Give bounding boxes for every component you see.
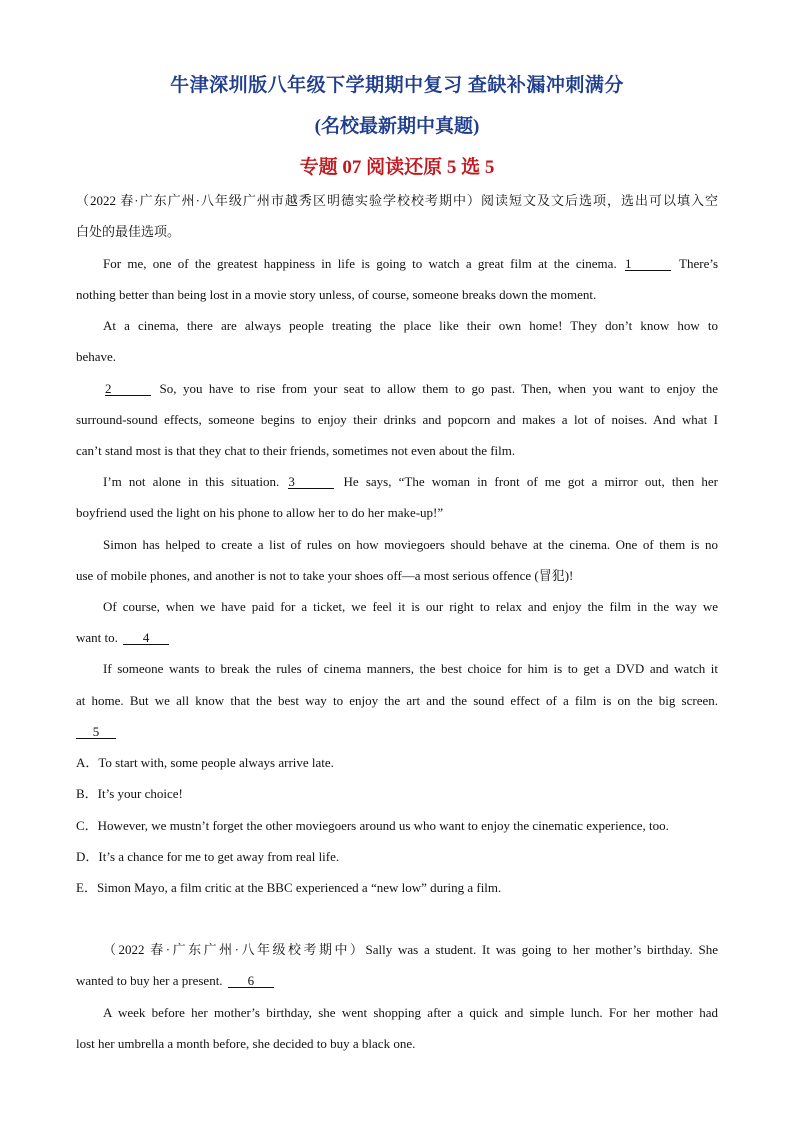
paragraph-line: （2022 春·广东广州·八年级校考期中）Sally was a student. It was going to her mother’s birthday. She bbox=[103, 942, 718, 957]
paragraph-line: surround-sound effects, someone begins to enjoy their drinks and popcorn and makes a lot of noises. And what I bbox=[76, 412, 718, 427]
paragraph-line: If someone wants to break the rules of cinema manners, the best choice for him is to get a DVD and watch it bbox=[103, 661, 718, 676]
doc-title: 牛津深圳版八年级下学期期中复习 查缺补漏冲刺满分 bbox=[170, 75, 624, 96]
doc-subtitle: (名校最新期中真题) bbox=[314, 116, 480, 137]
paragraph-line: Of course, when we have paid for a ticket, we feel it is our right to relax and enjoy the film in the way we bbox=[103, 599, 718, 614]
paragraph-text: So, you have to rise from your seat to allow them to go past. Then, when you want to enjoy the bbox=[159, 381, 718, 396]
option-c: C．However, we mustn’t forget the other moviegoers around us who want to enjoy the cinematic experience, too. bbox=[76, 818, 669, 833]
paragraph-line: At a cinema, there are always people treating the place like their own home! They don’t know how to bbox=[103, 318, 718, 333]
answer-blank-1: 1 bbox=[625, 257, 671, 271]
paragraph-text: For me, one of the greatest happiness in life is going to watch a great film at the cinema. bbox=[103, 256, 617, 271]
paragraph-line: nothing better than being lost in a movie story unless, of course, someone breaks down the moment. bbox=[76, 287, 597, 302]
paragraph-line: can’t stand most is that they chat to their friends, sometimes not even about the film. bbox=[76, 443, 516, 458]
answer-blank-6: 6 bbox=[228, 974, 274, 988]
option-b: B．It’s your choice! bbox=[76, 786, 183, 801]
paragraph-line bbox=[76, 973, 718, 989]
paragraph-text: I’m not alone in this situation. bbox=[103, 474, 280, 489]
option-d: D．It’s a chance for me to get away from real life. bbox=[76, 849, 340, 864]
paragraph-line: lost her umbrella a month before, she decided to buy a black one. bbox=[76, 1036, 416, 1051]
paragraph-text: He says, “The woman in front of me got a mirror out, then her bbox=[343, 474, 718, 489]
paragraph-line bbox=[103, 474, 718, 490]
paragraph-text: wanted to buy her a present. bbox=[76, 973, 223, 988]
paragraph-line: at home. But we all know that the best way to enjoy the art and the sound effect of a film is on the big screen. bbox=[76, 693, 718, 708]
paragraph-text: want to. bbox=[76, 630, 118, 645]
paragraph-line: behave. bbox=[76, 349, 117, 364]
topic-title: 专题 07 阅读还原 5 选 5 bbox=[299, 157, 495, 178]
paragraph-line bbox=[76, 630, 718, 646]
instruction: 白处的最佳选项。 bbox=[76, 224, 181, 239]
source-note: （2022 春·广东广州·八年级广州市越秀区明德实验学校校考期中）阅读短文及文后选项，选出可以填入空 bbox=[76, 193, 718, 208]
paragraph-text: There’s bbox=[679, 256, 718, 271]
paragraph-line: use of mobile phones, and another is not to take your shoes off—a most serious offence (冒犯)! bbox=[76, 568, 574, 583]
answer-blank-4: 4 bbox=[123, 631, 169, 645]
paragraph-line bbox=[103, 256, 718, 272]
paragraph-line: A week before her mother’s birthday, she went shopping after a quick and simple lunch. For her mother had bbox=[103, 1005, 718, 1020]
option-a: A．To start with, some people always arrive late. bbox=[76, 755, 334, 770]
paragraph-line: boyfriend used the light on his phone to allow her to do her make-up!” bbox=[76, 505, 444, 520]
paragraph-line bbox=[103, 381, 718, 397]
answer-blank-2: 2 bbox=[105, 382, 151, 396]
paragraph-line bbox=[76, 724, 718, 740]
answer-blank-5: 5 bbox=[76, 725, 116, 739]
answer-blank-3: 3 bbox=[288, 475, 334, 489]
paragraph-line: Simon has helped to create a list of rules on how moviegoers should behave at the cinema. One of them is no bbox=[103, 537, 718, 552]
option-e: E．Simon Mayo, a film critic at the BBC experienced a “new low” during a film. bbox=[76, 880, 502, 895]
